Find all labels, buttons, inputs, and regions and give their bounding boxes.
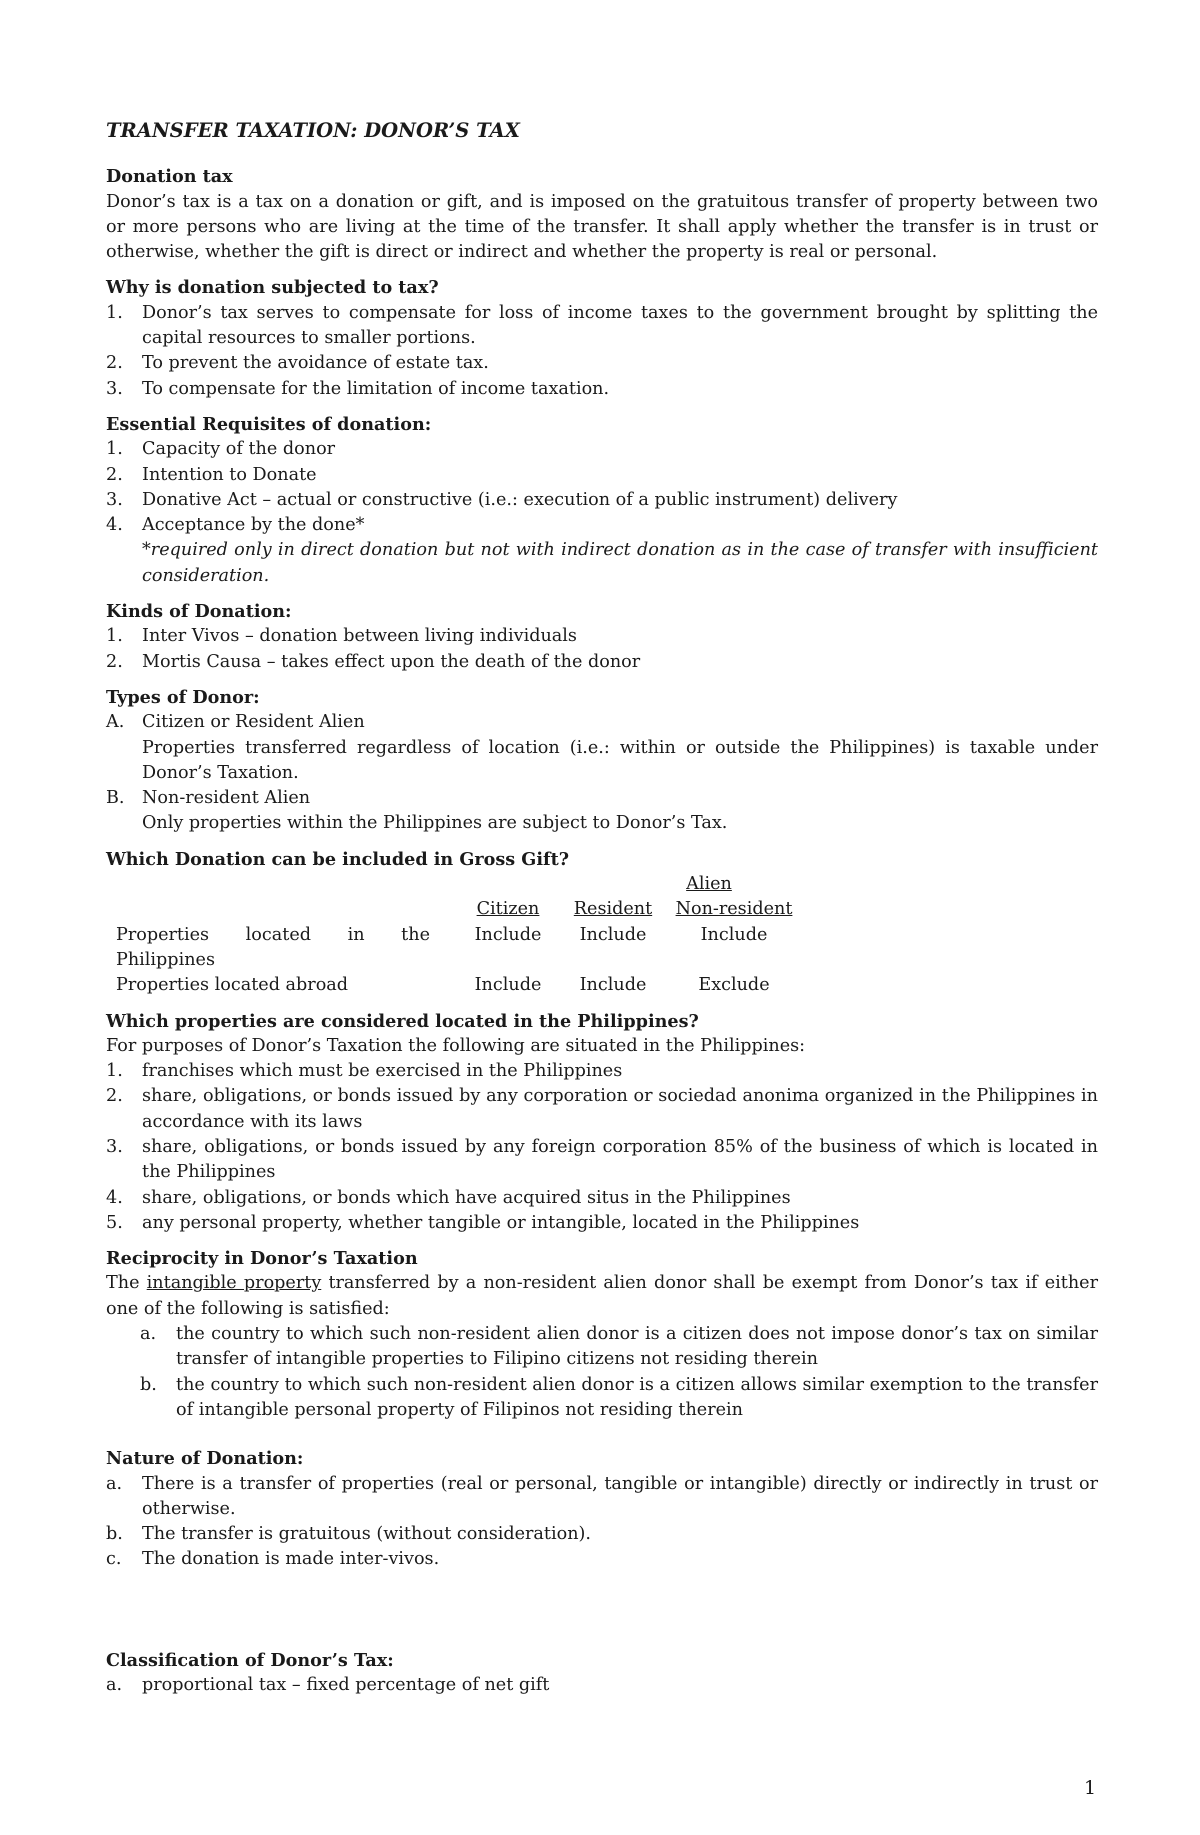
list-marker: 3. — [106, 1136, 123, 1157]
column-group-header: Alien — [686, 874, 732, 895]
table-cell: Properties located abroad — [116, 975, 349, 996]
section-heading: Types of Donor: — [106, 686, 260, 708]
list-marker: 3. — [106, 378, 123, 399]
list-marker: a. — [140, 1324, 157, 1345]
list-text: To prevent the avoidance of estate tax. — [142, 353, 489, 374]
list-marker: 2. — [106, 353, 123, 374]
list-item — [106, 650, 1098, 675]
table-cell: Include — [474, 975, 542, 996]
list-marker: B. — [106, 788, 125, 809]
list-marker: a. — [106, 1675, 123, 1696]
list-marker: 1. — [106, 626, 123, 647]
list-item — [106, 1186, 1098, 1211]
list-marker: b. — [140, 1374, 157, 1395]
table-header-row — [116, 872, 802, 897]
list-text: There is a transfer of properties (real or personal, tangible or intangible) directly or indirectly in trust or otherwise. — [142, 1473, 1098, 1519]
list-marker: A. — [106, 712, 125, 733]
list-text: proportional tax – fixed percentage of net gift — [142, 1675, 550, 1696]
section-kinds-of-donation — [106, 599, 1098, 675]
section-heading: Why is donation subjected to tax? — [106, 277, 439, 299]
section-donation-tax — [106, 164, 1098, 265]
list-marker: b. — [106, 1524, 123, 1545]
list-marker: 2. — [106, 464, 123, 485]
table-row — [116, 973, 802, 998]
list-text: the country to which such non-resident alien donor is a citizen allows similar exemption to the transfer of intangible personal property of Filipinos not residing therein — [176, 1374, 1098, 1420]
list-text: Capacity of the donor — [142, 439, 336, 460]
list-marker: 2. — [106, 651, 123, 672]
list-item — [106, 377, 1098, 402]
list-marker: 5. — [106, 1212, 123, 1233]
section-heading: Reciprocity in Donor’s Taxation — [106, 1248, 418, 1270]
list-marker: a. — [106, 1473, 123, 1494]
list-text: any personal property, whether tangible or intangible, located in the Philippines — [142, 1212, 860, 1233]
list-detail: Only properties within the Philippines are subject to Donor’s Tax. — [142, 813, 728, 834]
page-number: 1 — [1084, 1777, 1097, 1799]
list-item — [106, 351, 1098, 376]
list-item — [106, 1322, 1098, 1373]
list-item — [106, 1673, 1098, 1698]
list-text: share, obligations, or bonds issued by any corporation or sociedad anonima organized in the Philippines in accordance with its laws — [142, 1086, 1098, 1132]
list-text: share, obligations, or bonds issued by any foreign corporation 85% of the business of which is located in the Philippines — [142, 1136, 1098, 1183]
list-text: franchises which must be exercised in the Philippines — [142, 1061, 623, 1082]
list-text: To compensate for the limitation of income taxation. — [142, 378, 610, 399]
list-text: Donor’s tax serves to compensate for loss of income taxes to the government brought by splitting the capital resources to smaller portions. — [142, 302, 1098, 349]
table-cell: Properties located in the Philippines — [116, 924, 430, 970]
list-item — [106, 463, 1098, 488]
list-item — [106, 1472, 1098, 1523]
list-marker: 2. — [106, 1086, 123, 1107]
list-item — [106, 710, 1098, 786]
list-text: Intention to Donate — [142, 464, 317, 485]
column-header: Non-resident — [675, 899, 793, 920]
column-header: Resident — [573, 899, 653, 920]
list-detail: Properties transferred regardless of location (i.e.: within or outside the Philippines) is taxable under Donor’s Taxation. — [142, 737, 1098, 783]
table-cell: Include — [579, 924, 647, 945]
gross-gift-table — [116, 872, 802, 998]
table-cell: Include — [579, 975, 647, 996]
list-marker: 1. — [106, 439, 123, 460]
list-marker: c. — [106, 1549, 122, 1570]
document-title: TRANSFER TAXATION: DONOR’S TAX — [106, 119, 520, 142]
list-text: Inter Vivos – donation between living individuals — [142, 626, 577, 647]
table-cell: Include — [474, 924, 542, 945]
list-item — [106, 624, 1098, 649]
list-item — [106, 1211, 1098, 1236]
column-header: Citizen — [476, 899, 540, 920]
paragraph: For purposes of Donor’s Taxation the following are situated in the Philippines: — [106, 1035, 806, 1056]
list-item — [106, 1522, 1098, 1547]
section-essential-requisites — [106, 412, 1098, 589]
table-header-row — [116, 897, 802, 922]
list-marker: 4. — [106, 1187, 123, 1208]
list-item — [106, 437, 1098, 462]
list-item — [106, 786, 1098, 837]
section-heading: Classification of Donor’s Tax: — [106, 1649, 394, 1671]
section-heading: Nature of Donation: — [106, 1448, 304, 1470]
list-item — [106, 1373, 1098, 1424]
section-heading: Kinds of Donation: — [106, 601, 292, 623]
list-text: Non-resident Alien — [142, 788, 311, 809]
document-page — [106, 118, 1098, 1708]
list-text: Donative Act – actual or constructive (i.e.: execution of a public instrument) delivery — [142, 489, 898, 510]
list-text: The donation is made inter-vivos. — [142, 1549, 440, 1570]
list-text: the country to which such non-resident alien donor is a citizen does not impose donor’s tax on similar transfer of intangible properties to Filipino citizens not residing therein — [176, 1324, 1098, 1370]
list-item — [106, 1084, 1098, 1135]
paragraph: Donor’s tax is a tax on a donation or gift, and is imposed on the gratuitous transfer of property between two or more persons who are living at the time of the transfer. It shall apply whether the transfer is in trust or otherwise, whether the gift is direct or indirect and whether the property is real or personal. — [106, 191, 1098, 263]
section-situs-properties — [106, 1009, 1098, 1237]
section-why-taxed — [106, 275, 1098, 401]
table-row — [116, 923, 802, 974]
section-heading: Donation tax — [106, 166, 233, 188]
list-text: share, obligations, or bonds which have acquired situs in the Philippines — [142, 1187, 791, 1208]
list-text: Citizen or Resident Alien — [142, 712, 365, 733]
list-item — [106, 513, 1098, 589]
list-item — [106, 1135, 1098, 1186]
section-nature-of-donation — [106, 1446, 1098, 1572]
section-classification — [106, 1648, 1098, 1699]
section-heading: Essential Requisites of donation: — [106, 413, 432, 435]
list-marker: 4. — [106, 515, 123, 536]
list-item — [106, 301, 1098, 352]
list-item — [106, 1547, 1098, 1572]
list-item — [106, 1059, 1098, 1084]
list-marker: 3. — [106, 489, 123, 510]
list-item — [106, 488, 1098, 513]
footnote: *required only in direct donation but not with indirect donation as in the case of transfer with insufficient consideration. — [142, 540, 1098, 586]
paragraph: The intangible property transferred by a non-resident alien donor shall be exempt from Donor’s tax if either one of the following is satisfied: — [106, 1273, 1098, 1319]
section-heading: Which Donation can be included in Gross Gift? — [106, 848, 570, 870]
table-cell: Include — [700, 924, 768, 945]
list-marker: 1. — [106, 1061, 123, 1082]
list-text: Acceptance by the done* — [142, 515, 365, 536]
underlined-term: intangible property — [146, 1273, 322, 1294]
list-marker: 1. — [106, 302, 123, 323]
table-cell: Exclude — [698, 975, 770, 996]
section-types-of-donor — [106, 685, 1098, 837]
list-text: The transfer is gratuitous (without consideration). — [142, 1524, 592, 1545]
section-reciprocity — [106, 1246, 1098, 1423]
list-text: Mortis Causa – takes effect upon the death of the donor — [142, 651, 641, 672]
section-heading: Which properties are considered located in the Philippines? — [106, 1010, 699, 1032]
section-gross-gift — [106, 847, 1098, 999]
